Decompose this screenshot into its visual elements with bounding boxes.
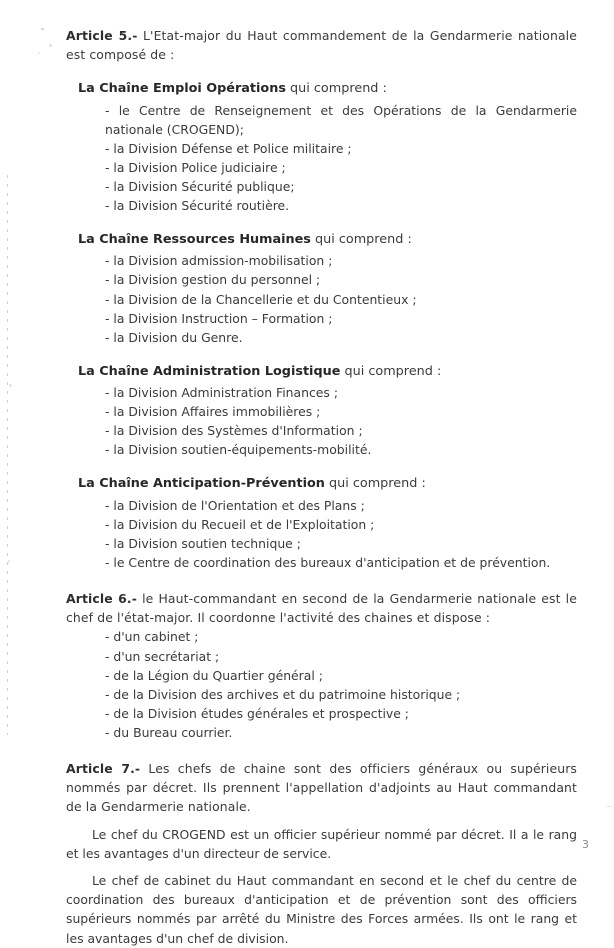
article-5-intro bbox=[66, 26, 577, 64]
list-item: - d'un cabinet ; bbox=[105, 629, 199, 645]
list-item: - la Division Défense et Police militaire ; bbox=[105, 140, 352, 156]
article-7 bbox=[66, 759, 577, 948]
list-item: - le Centre de Renseignement et des Opérations de la Gendarmerie nationale (CROGEND); bbox=[105, 102, 577, 137]
list-item: - la Division de la Chancellerie et du Contentieux ; bbox=[105, 291, 417, 307]
chain-tail: qui comprend : bbox=[324, 476, 426, 492]
chain-items-emploi-operations bbox=[66, 101, 577, 216]
article-6-intro bbox=[66, 589, 577, 627]
list-item: - la Division des Systèmes d'Information ; bbox=[105, 423, 363, 439]
paragraph-spacer bbox=[66, 863, 577, 871]
section-spacer bbox=[66, 572, 577, 589]
article-5-number: Article 5.- bbox=[66, 28, 138, 43]
article-6-items bbox=[66, 627, 577, 742]
list-item: - de la Division études générales et prospective ; bbox=[105, 705, 409, 721]
chain-items-anticipation-prevention bbox=[66, 496, 577, 572]
article-5-intro-text: L'Etat-major du Haut commandement de la Gendarmerie nationale est composé de : bbox=[66, 28, 577, 63]
chain-tail: qui comprend : bbox=[340, 363, 442, 379]
article-7-paragraph-2: Le chef de cabinet du Haut commandant en second et le chef du centre de coordination des bureaux d'anticipation et de prévention sont des officiers supérieurs nommés par arrêté du Ministre des Forces armées. Ils ont le rang et les avantages d'un chef de division. bbox=[66, 872, 577, 946]
section-spacer bbox=[66, 742, 577, 759]
list-item: - la Division soutien technique ; bbox=[105, 535, 301, 551]
chain-name: La Chaîne Ressources Humaines bbox=[78, 232, 311, 248]
chain-tail: qui comprend : bbox=[285, 81, 387, 97]
list-item: - la Division gestion du personnel ; bbox=[105, 272, 321, 288]
page-number: 3 bbox=[582, 838, 589, 851]
list-item: - la Division Sécurité publique; bbox=[105, 178, 295, 194]
chain-heading-emploi-operations bbox=[78, 79, 577, 98]
chain-heading-anticipation-prevention bbox=[78, 474, 577, 493]
article-7-intro-text: Les chefs de chaine sont des officiers généraux ou supérieurs nommés par décret. Ils prennent l'appellation d'adjoints au Haut commandant de la Gendarmerie nationale. bbox=[66, 760, 577, 815]
chain-items-administration-logistique bbox=[66, 383, 577, 459]
list-item: - de la Division des archives et du patrimoine historique ; bbox=[105, 686, 461, 702]
chain-name: La Chaîne Administration Logistique bbox=[78, 363, 341, 379]
list-item: - la Division du Recueil et de l'Exploitation ; bbox=[105, 516, 375, 532]
article-6-intro-text: le Haut-commandant en second de la Gendarmerie nationale est le chef de l'état-major. Il coordonne l'activité des chaines et dispose : bbox=[66, 591, 577, 626]
list-item: - la Division Police judiciaire ; bbox=[105, 159, 286, 175]
list-item: - la Division Affaires immobilières ; bbox=[105, 404, 321, 420]
paragraph-spacer bbox=[66, 817, 577, 825]
article-6-number: Article 6.- bbox=[66, 591, 138, 606]
list-item: - du Bureau courrier. bbox=[105, 724, 233, 740]
list-item: - de la Légion du Quartier général ; bbox=[105, 667, 323, 683]
list-item: - le Centre de coordination des bureaux d'anticipation et de prévention. bbox=[105, 554, 551, 570]
article-7-number: Article 7.- bbox=[66, 760, 141, 776]
list-item: - la Division de l'Orientation et des Plans ; bbox=[105, 497, 365, 513]
list-item: - la Division Administration Finances ; bbox=[105, 385, 338, 401]
list-item: - la Division Instruction – Formation ; bbox=[105, 310, 333, 326]
chain-name: La Chaîne Emploi Opérations bbox=[78, 81, 286, 97]
chain-tail: qui comprend : bbox=[310, 232, 412, 248]
article-6 bbox=[66, 589, 577, 742]
list-item: - la Division Sécurité routière. bbox=[105, 198, 290, 214]
chain-heading-administration-logistique bbox=[78, 362, 577, 381]
list-item: - la Division du Genre. bbox=[105, 329, 243, 345]
article-7-paragraph-1: Le chef du CROGEND est un officier supérieur nommé par décret. Il a le rang et les avantages d'un directeur de service. bbox=[66, 826, 577, 861]
chain-items-ressources-humaines bbox=[66, 251, 577, 346]
article-5 bbox=[66, 26, 577, 572]
list-item: - d'un secrétariat ; bbox=[105, 648, 220, 664]
chain-name: La Chaîne Anticipation-Prévention bbox=[78, 476, 325, 492]
page-content bbox=[66, 26, 577, 948]
article-7-intro bbox=[66, 759, 577, 817]
list-item: - la Division admission-mobilisation ; bbox=[105, 253, 333, 269]
chain-heading-ressources-humaines bbox=[78, 230, 577, 249]
list-item: - la Division soutien-équipements-mobilité. bbox=[105, 442, 372, 458]
